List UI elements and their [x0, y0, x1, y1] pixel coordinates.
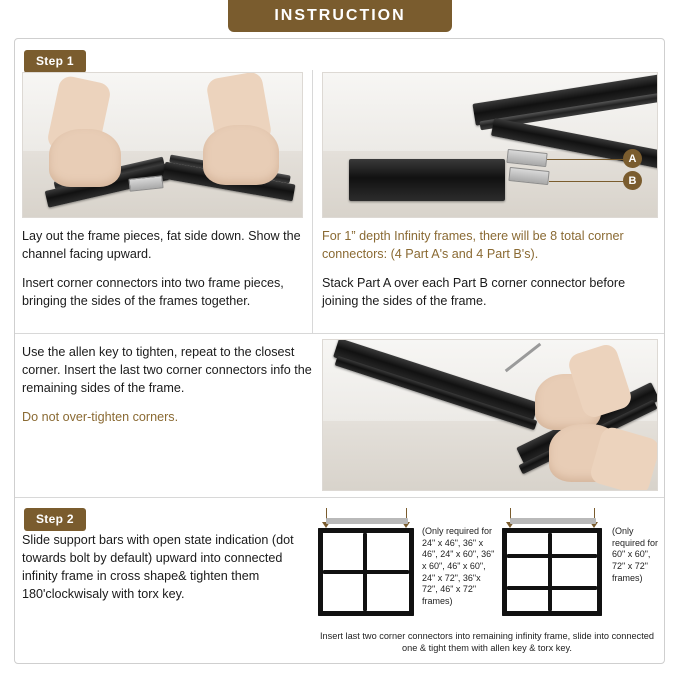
step2-note-a: (Only required for 24" x 46", 36" x 46", 24" x 60", 36" x 60", 46" x 60", 24" x 72", 36"x 72", 46" x 72" frames) — [422, 526, 495, 607]
step2-paragraph-1: Slide support bars with open state indication (dot towards bolt by default) upward into connected infinity frame in cross shape& tighten them 180'clockwisaly with torx key. — [22, 533, 294, 601]
diagram-right-support-horizontal-1 — [507, 554, 597, 558]
callout-a: A — [623, 149, 642, 168]
diagram-right-support-vertical — [548, 533, 552, 611]
divider-2 — [15, 497, 664, 498]
diagram-right-frame-top — [502, 528, 602, 533]
photo-frame-layout — [22, 72, 303, 218]
step1-right-paragraph-2: Stack Part A over each Part B corner connector before joining the sides of the frame. — [322, 275, 626, 308]
step2-note-b: (Only required for 60" x 60", 72" x 72" frames) — [612, 526, 659, 583]
step2-diagram — [312, 508, 662, 656]
hand-left — [49, 129, 121, 187]
frame-bar-foreground — [349, 159, 505, 201]
instruction-banner — [228, 0, 452, 32]
page-title: INSTRUCTION — [274, 7, 406, 24]
photo-tighten-corner — [322, 339, 658, 491]
step2-text — [22, 532, 306, 604]
divider-vertical — [312, 70, 313, 333]
diagram-left-frame-bottom — [318, 611, 414, 616]
step1-second-paragraph-1: Use the allen key to tighten, repeat to the closest corner. Insert the last two corner connectors info the remaining sides of the frame. — [22, 345, 312, 395]
step1-second-row-text — [22, 344, 312, 427]
diagram-right-support-horizontal-2 — [507, 586, 597, 590]
diagram-right-frame-bottom — [502, 611, 602, 616]
callout-b: B — [623, 171, 642, 190]
step1-warning-text: Do not over-tighten corners. — [22, 409, 179, 424]
step1-right-text — [322, 228, 658, 311]
step-2-badge: Step 2 — [24, 508, 86, 531]
support-bar-left-top — [326, 518, 408, 524]
divider-1 — [15, 333, 664, 334]
step1-right-paragraph-1: For 1” depth Infinity frames, there will be 8 total corner connectors: (4 Part A's and 4 Part B's). — [322, 229, 624, 261]
leader-line-b — [549, 181, 625, 182]
step-1-badge: Step 1 — [24, 50, 86, 73]
diagram-right-frame-right — [597, 528, 602, 616]
diagram-left-frame-right — [409, 528, 414, 616]
hand-right — [203, 125, 279, 185]
diagram-right-frame-left — [502, 528, 507, 616]
leader-line-a — [547, 159, 625, 160]
diagram-left-support-vertical — [363, 533, 367, 611]
step2-bottom-note: Insert last two corner connectors into remaining infinity frame, slide into connected one & tight them with allen key & torx key. — [320, 631, 654, 654]
step1-left-paragraph-1: Lay out the frame pieces, fat side down. Show the channel facing upward. — [22, 229, 301, 261]
step1-left-paragraph-2: Insert corner connectors into two frame pieces, bringing the sides of the frames together. — [22, 275, 284, 308]
step1-left-text — [22, 228, 308, 311]
support-bar-right-top — [510, 518, 596, 524]
photo-connector-detail — [322, 72, 658, 218]
